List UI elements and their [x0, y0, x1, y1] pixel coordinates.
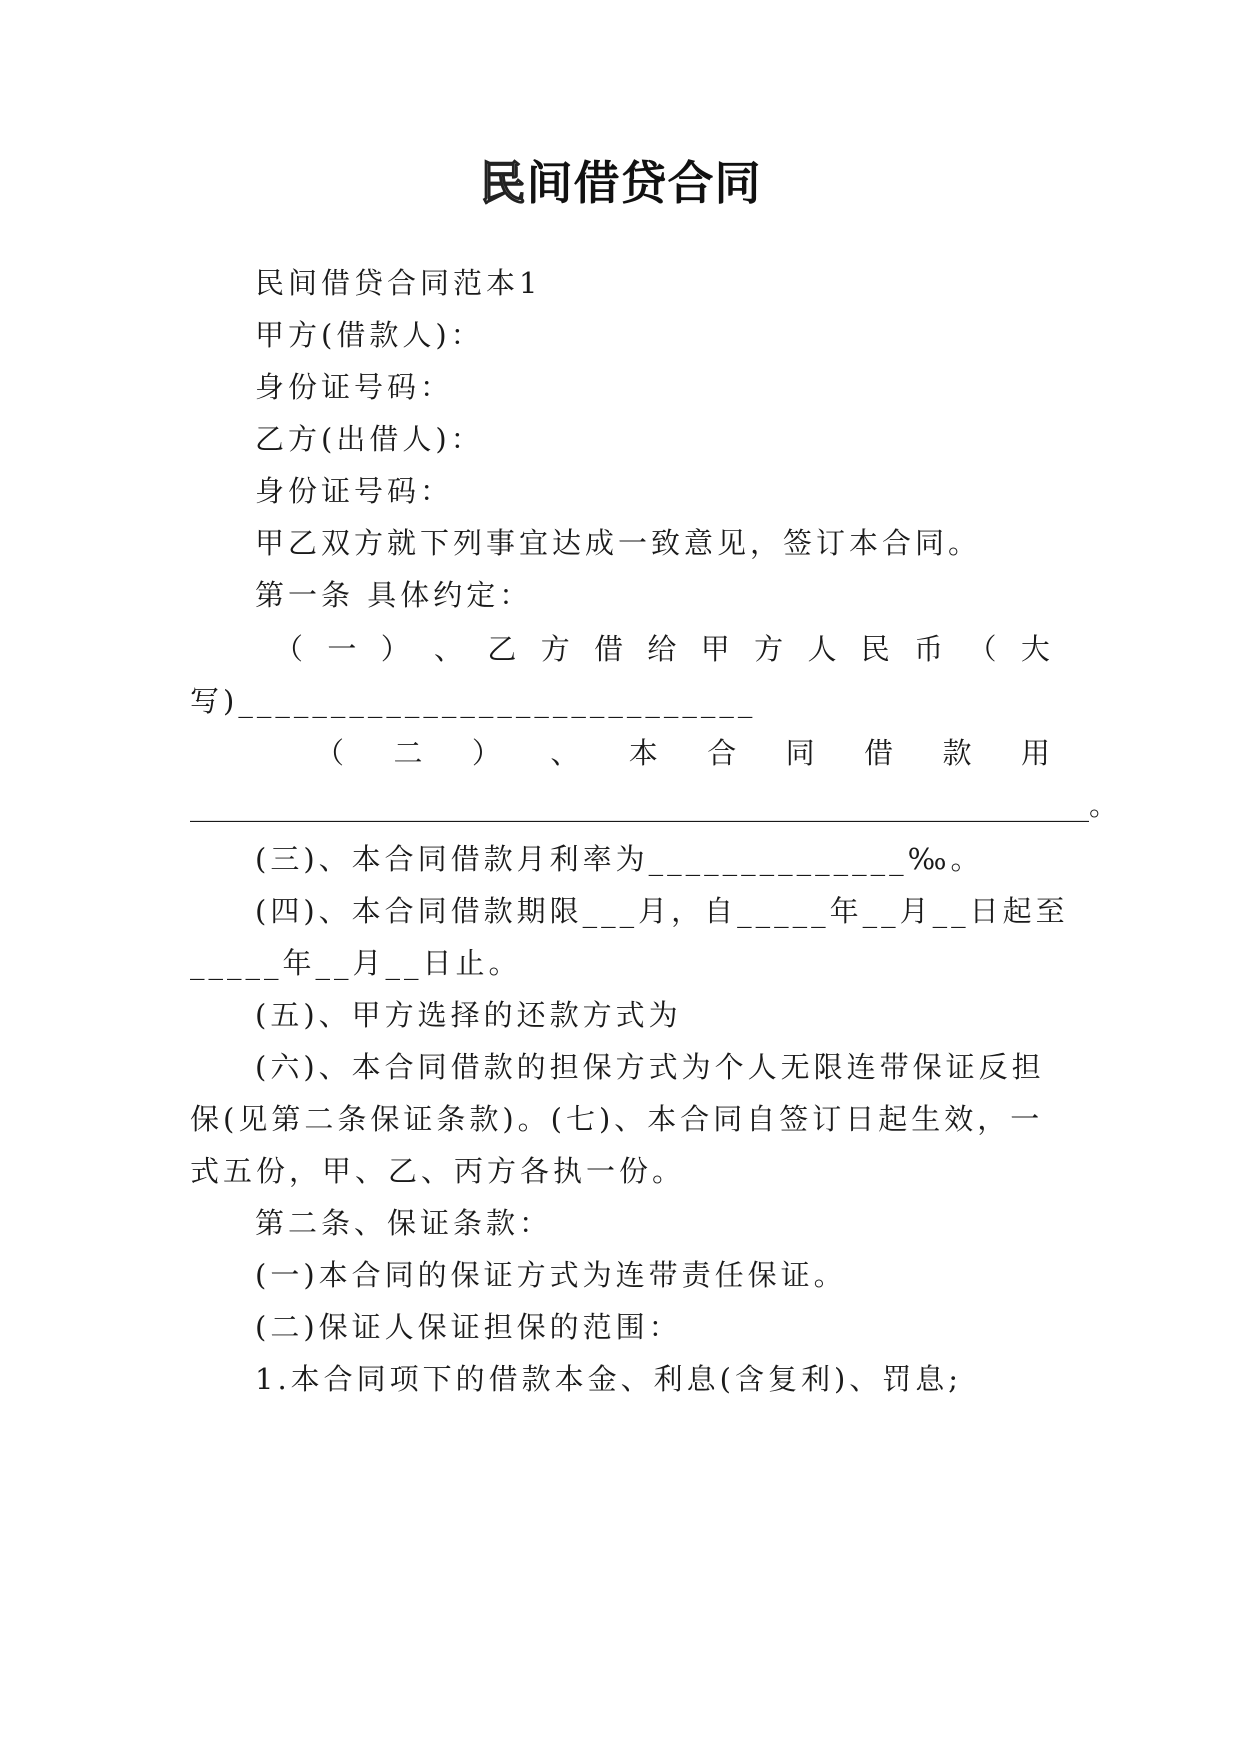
clause-6-guarantee-line-2: 保(见第二条保证条款)。(七)、本合同自签订日起生效，一: [190, 1102, 1044, 1136]
clause-1-char: 借: [594, 632, 624, 666]
clause-2-char: 借: [864, 736, 894, 770]
clause-1-char: 一: [327, 632, 357, 666]
title-first-char: 民: [479, 156, 527, 210]
clause-1-line-2: 写)____________________________: [190, 684, 757, 718]
paragraph-party-b: 乙方(出借人)：: [255, 422, 484, 456]
clause-2-char: 同: [785, 736, 815, 770]
clause-1-char: 方: [754, 632, 784, 666]
clause-6-guarantee-line-1: (六)、本合同借款的担保方式为个人无限连带保证反担: [255, 1050, 1045, 1084]
clause-1-char: ）: [380, 632, 410, 666]
clause-2-char: 本: [628, 736, 658, 770]
clause-1-char: （: [274, 632, 304, 666]
clause-2-char: ）: [471, 736, 501, 770]
clause-1-char: （: [967, 632, 997, 666]
guarantee-scope-item-1: 1.本合同项下的借款本金、利息(含复利)、罚息;: [255, 1362, 963, 1396]
clause-1-char: 人: [807, 632, 837, 666]
paragraph-agreement-intro: 甲乙双方就下列事宜达成一致意见，签订本合同。: [255, 526, 982, 560]
clause-1-char: 币: [914, 632, 944, 666]
clause-5-repayment: (五)、甲方选择的还款方式为: [255, 998, 682, 1032]
clause-1-char: 民: [860, 632, 890, 666]
paragraph-party-a: 甲方(借款人)：: [255, 318, 484, 352]
clause-2-char: 合: [707, 736, 737, 770]
clause-7-copies: 式五份，甲、乙、丙方各执一份。: [190, 1154, 686, 1188]
clause-2-char: 用: [1020, 736, 1050, 770]
document-title: [0, 148, 1241, 218]
clause-1-char: 、: [434, 632, 464, 666]
clause-4-term-line-1: (四)、本合同借款期限___月，自_____年__月__日起至: [255, 894, 1069, 928]
paragraph-template-heading: 民间借贷合同范本1: [255, 266, 542, 300]
guarantee-clause-1: (一)本合同的保证方式为连带责任保证。: [255, 1258, 847, 1292]
clause-2-line-1: [190, 724, 1050, 782]
paragraph-party-a-id: 身份证号码：: [255, 370, 454, 404]
clause-2-char: （: [315, 736, 345, 770]
clause-1-char: 甲: [700, 632, 730, 666]
article-1-heading: 第一条 具体约定：: [255, 578, 533, 612]
clause-1-char: 给: [647, 632, 677, 666]
clause-4-term-line-2: _____年__月__日止。: [190, 946, 522, 980]
clause-2-char: 、: [550, 736, 580, 770]
clause-3-interest-rate: (三)、本合同借款月利率为______________‰。: [255, 842, 984, 876]
title-rest: 间借贷合同: [526, 156, 762, 210]
clause-1-char: 大: [1020, 632, 1050, 666]
clause-2-line-2: ______________________________________________________________。: [190, 788, 1119, 822]
article-2-heading: 第二条、保证条款：: [255, 1206, 553, 1240]
guarantee-clause-2: (二)保证人保证担保的范围：: [255, 1310, 682, 1344]
clause-1-char: 乙: [487, 632, 517, 666]
clause-1-line-1: [190, 620, 1050, 678]
clause-2-char: 款: [942, 736, 972, 770]
paragraph-party-b-id: 身份证号码：: [255, 474, 454, 508]
clause-1-char: 方: [540, 632, 570, 666]
clause-2-char: 二: [393, 736, 423, 770]
